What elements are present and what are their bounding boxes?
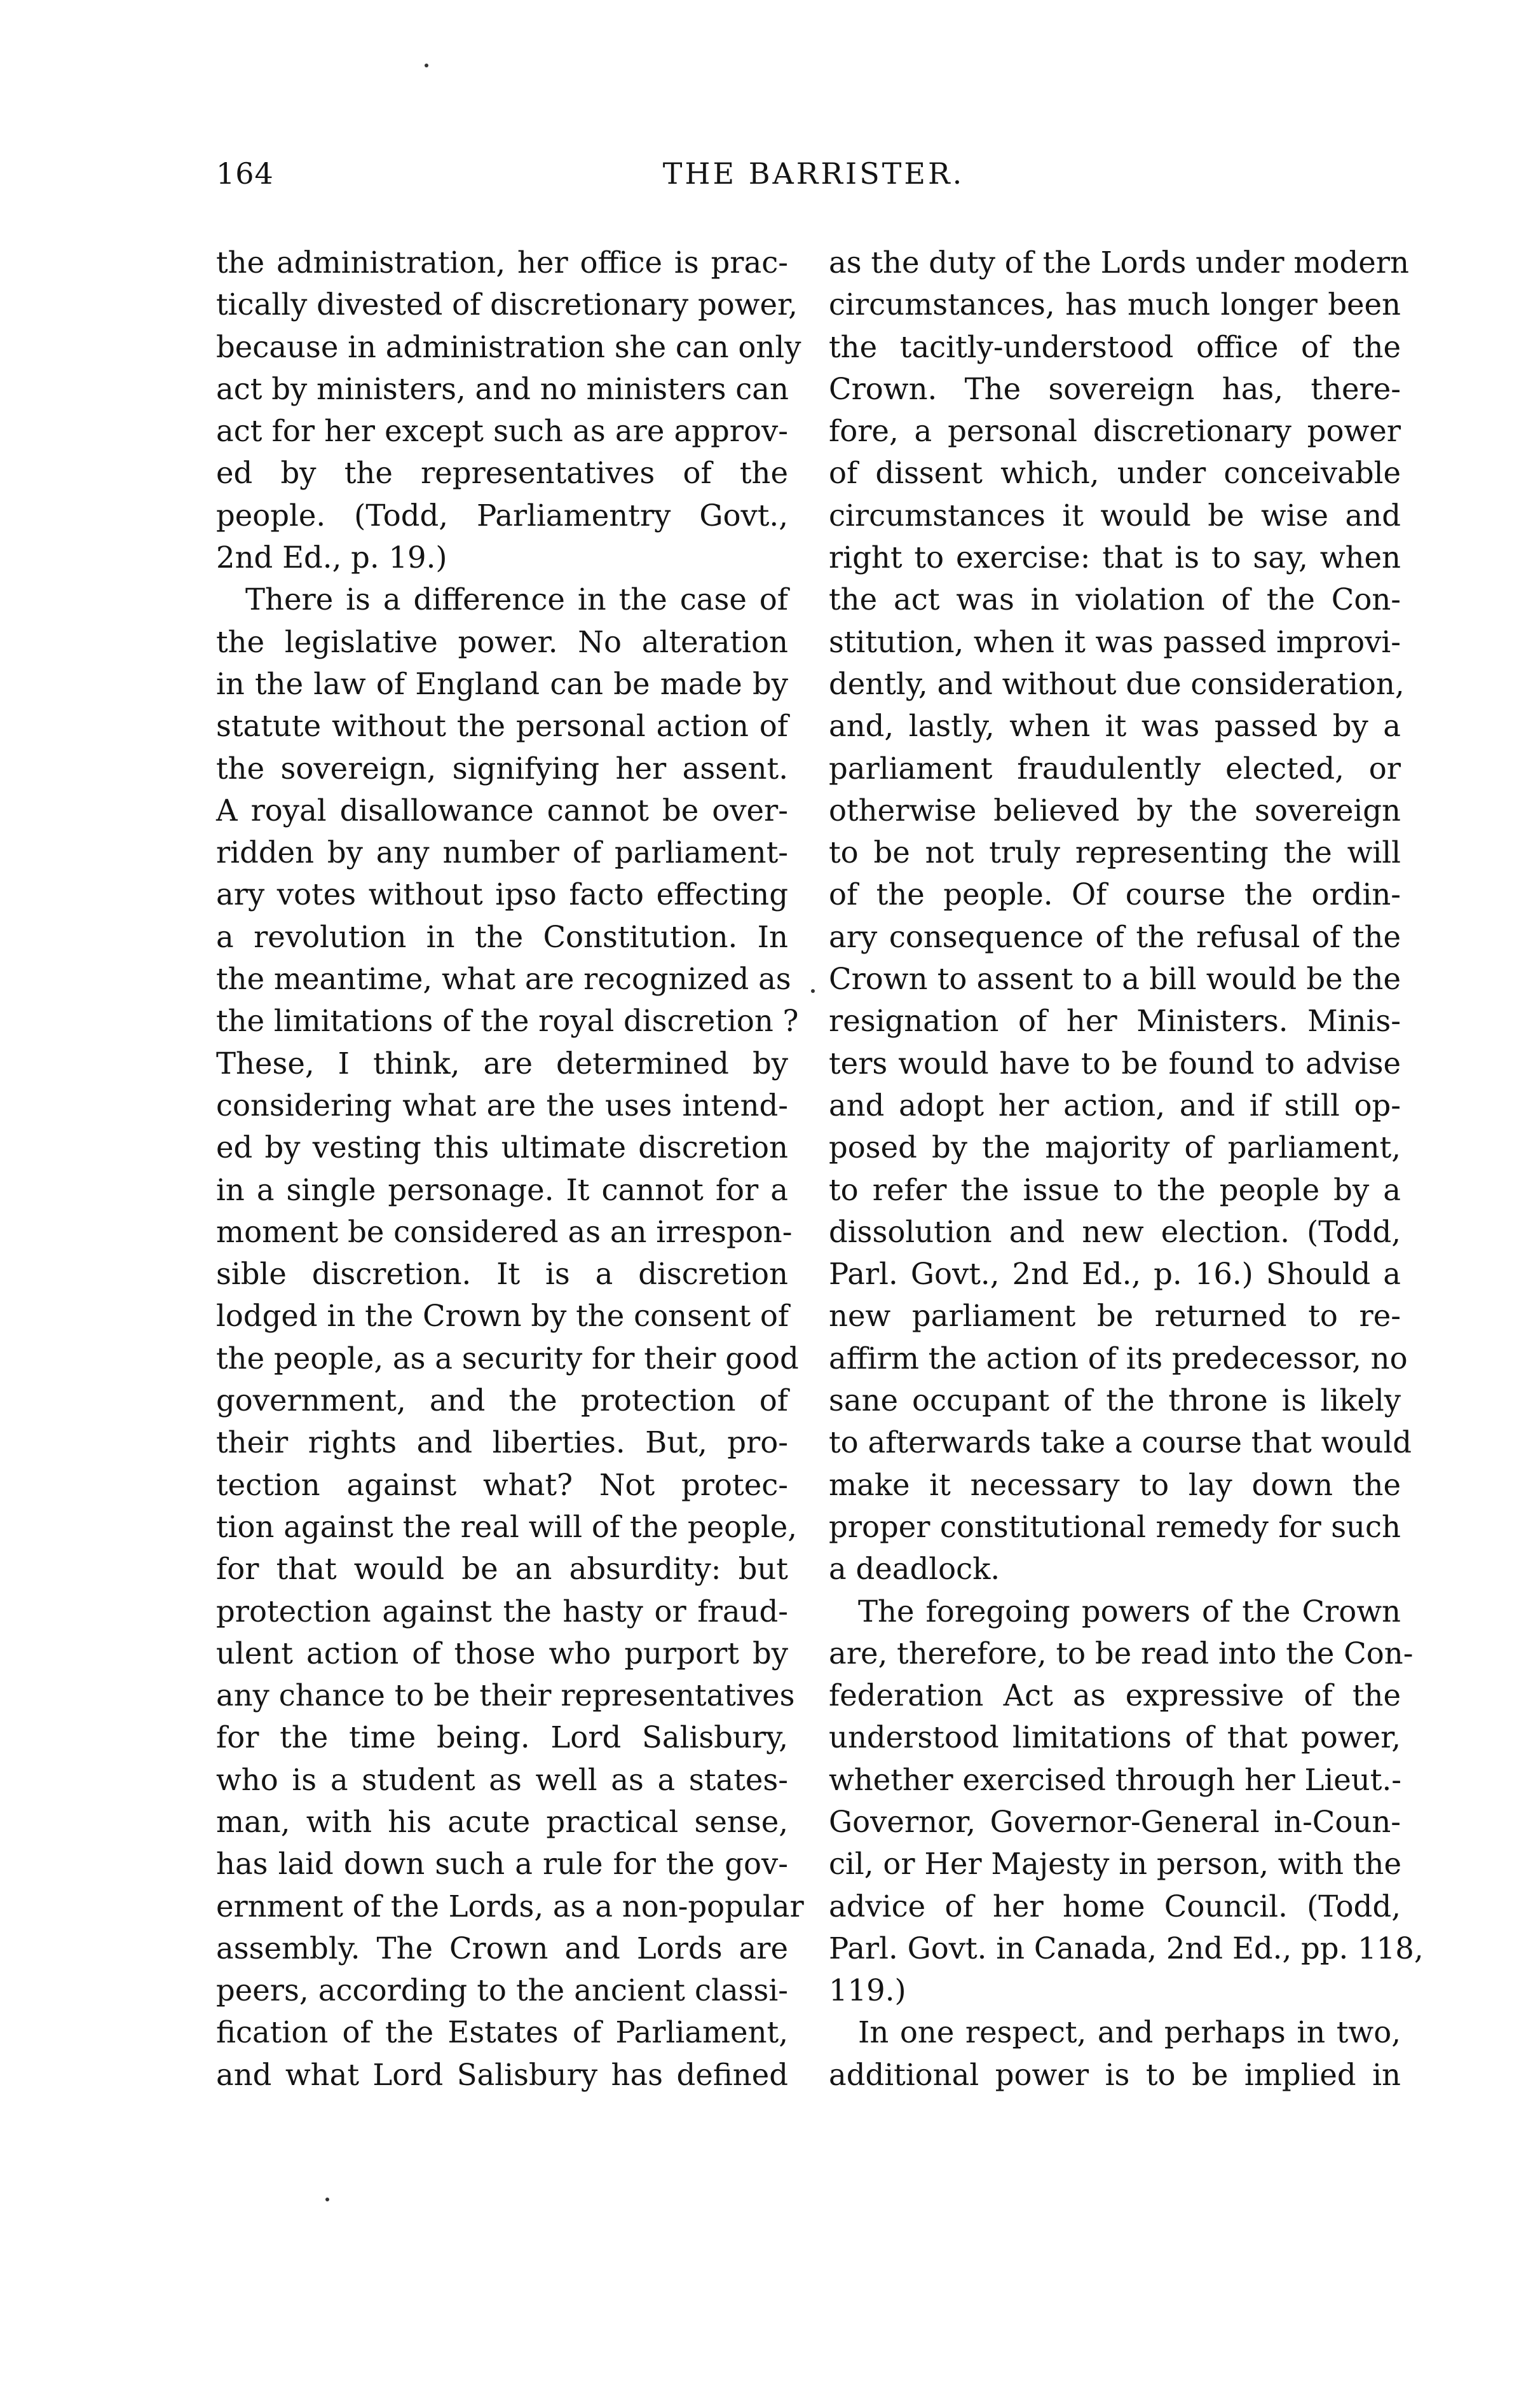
text-line: fication of the Estates of Parliament, bbox=[216, 2015, 788, 2050]
text-line: as the duty of the Lords under modern bbox=[829, 245, 1409, 280]
text-line: new parliament be returned to re- bbox=[829, 1299, 1401, 1334]
text-line: the tacitly-understood office of the bbox=[829, 329, 1401, 364]
text-line: ary votes without ipso facto effecting bbox=[216, 877, 788, 912]
text-line: 2nd Ed., p. 19.) bbox=[216, 540, 447, 575]
text-line: for the time being. Lord Salisbury, bbox=[216, 1720, 788, 1755]
text-line: and adopt her action, and if still op- bbox=[829, 1088, 1401, 1123]
text-line: a revolution in the Constitution. In bbox=[216, 919, 788, 954]
text-line: There is a difference in the case of bbox=[245, 582, 788, 617]
text-line: to afterwards take a course that would bbox=[829, 1425, 1412, 1460]
text-line: for that would be an absurdity: but bbox=[216, 1552, 788, 1587]
left-column bbox=[216, 242, 804, 2096]
text-line: the sovereign, signifying her assent. bbox=[216, 751, 788, 786]
text-line: man, with his acute practical sense, bbox=[216, 1804, 788, 1839]
text-line: dently, and without due consideration, bbox=[829, 666, 1405, 701]
text-line: are, therefore, to be read into the Con- bbox=[829, 1636, 1414, 1671]
text-line: whether exercised through her Lieut.- bbox=[829, 1762, 1401, 1797]
page-header bbox=[216, 156, 1411, 207]
text-line: assembly. The Crown and Lords are bbox=[216, 1931, 788, 1966]
text-line: because in administration she can only bbox=[216, 329, 801, 364]
text-line: federation Act as expressive of the bbox=[829, 1678, 1401, 1713]
ink-speck bbox=[425, 64, 428, 67]
text-line: understood limitations of that power, bbox=[829, 1720, 1401, 1755]
text-line: circumstances it would be wise and bbox=[829, 498, 1401, 533]
text-line: of dissent which, under conceivable bbox=[829, 456, 1401, 491]
text-line: The foregoing powers of the Crown bbox=[858, 1594, 1401, 1629]
text-line: act by ministers, and no ministers can bbox=[216, 371, 789, 406]
text-line: ridden by any number of parliament- bbox=[216, 835, 788, 870]
ink-speck bbox=[811, 989, 815, 993]
text-line: sane occupant of the throne is likely bbox=[829, 1383, 1401, 1418]
text-line: dissolution and new election. (Todd, bbox=[829, 1214, 1401, 1249]
text-line: has laid down such a rule for the gov- bbox=[216, 1847, 788, 1882]
running-head: THE BARRISTER. bbox=[662, 156, 965, 191]
text-line: tion against the real will of the people, bbox=[216, 1509, 798, 1544]
text-line: of the people. Of course the ordin- bbox=[829, 877, 1401, 912]
text-line: and what Lord Salisbury has defined bbox=[216, 2057, 788, 2092]
page-number: 164 bbox=[216, 156, 274, 191]
text-line: any chance to be their representatives bbox=[216, 1678, 795, 1713]
text-line: tection against what? Not protec- bbox=[216, 1467, 788, 1502]
text-line: right to exercise: that is to say, when bbox=[829, 540, 1401, 575]
text-line: who is a student as well as a states- bbox=[216, 1762, 788, 1797]
text-line: in a single personage. It cannot for a bbox=[216, 1172, 788, 1207]
text-line: the meantime, what are recognized as bbox=[216, 962, 791, 997]
text-line: and, lastly, when it was passed by a bbox=[829, 709, 1401, 744]
text-line: the limitations of the royal discretion ? bbox=[216, 1004, 799, 1039]
text-line: fore, a personal discretionary power bbox=[829, 414, 1401, 449]
text-line: cil, or Her Majesty in person, with the bbox=[829, 1847, 1402, 1882]
text-line: in the law of England can be made by bbox=[216, 666, 788, 701]
right-column bbox=[829, 242, 1424, 2096]
text-line: Governor, Governor-General in-Coun- bbox=[829, 1804, 1401, 1839]
text-line: protection against the hasty or fraud- bbox=[216, 1594, 788, 1629]
text-line: affirm the action of its predecessor, no bbox=[829, 1341, 1408, 1376]
text-line: ulent action of those who purport by bbox=[216, 1636, 788, 1671]
text-line: ters would have to be found to advise bbox=[829, 1046, 1401, 1081]
text-line: Parl. Govt., 2nd Ed., p. 16.) Should a bbox=[829, 1257, 1401, 1292]
text-line: ary consequence of the refusal of the bbox=[829, 919, 1401, 954]
text-line: lodged in the Crown by the consent of bbox=[216, 1299, 789, 1334]
text-line: posed by the majority of parliament, bbox=[829, 1130, 1401, 1165]
text-line: advice of her home Council. (Todd, bbox=[829, 1889, 1401, 1924]
text-line: ed by the representatives of the bbox=[216, 456, 788, 491]
text-line: parliament fraudulently elected, or bbox=[829, 751, 1401, 786]
text-line: ed by vesting this ultimate discretion bbox=[216, 1130, 788, 1165]
text-line: make it necessary to lay down the bbox=[829, 1467, 1401, 1502]
text-line: ernment of the Lords, as a non-popular bbox=[216, 1889, 804, 1924]
text-line: proper constitutional remedy for such bbox=[829, 1509, 1401, 1544]
text-line: considering what are the uses intend- bbox=[216, 1088, 788, 1123]
text-line: In one respect, and perhaps in two, bbox=[858, 2015, 1401, 2050]
text-line: the act was in violation of the Con- bbox=[829, 582, 1401, 617]
text-line: moment be considered as an irrespon- bbox=[216, 1214, 793, 1249]
text-line: Parl. Govt. in Canada, 2nd Ed., pp. 118, bbox=[829, 1931, 1424, 1966]
text-line: A royal disallowance cannot be over- bbox=[216, 793, 788, 828]
ink-speck bbox=[325, 2198, 329, 2201]
text-line: resignation of her Ministers. Minis- bbox=[829, 1004, 1401, 1039]
text-line: to be not truly representing the will bbox=[829, 835, 1401, 870]
text-line: These, I think, are determined by bbox=[216, 1046, 788, 1081]
text-line: the people, as a security for their good bbox=[216, 1341, 799, 1376]
text-line: a deadlock. bbox=[829, 1552, 1000, 1587]
text-line: stitution, when it was passed improvi- bbox=[829, 624, 1401, 659]
text-line: peers, according to the ancient classi- bbox=[216, 1973, 788, 2008]
text-line: additional power is to be implied in bbox=[829, 2057, 1401, 2092]
text-line: people. (Todd, Parliamentry Govt., bbox=[216, 498, 788, 533]
text-line: their rights and liberties. But, pro- bbox=[216, 1425, 788, 1460]
text-line: to refer the issue to the people by a bbox=[829, 1172, 1401, 1207]
text-line: act for her except such as are approv- bbox=[216, 414, 788, 449]
text-line: circumstances, has much longer been bbox=[829, 287, 1401, 322]
text-line: the legislative power. No alteration bbox=[216, 624, 788, 659]
text-line: government, and the protection of bbox=[216, 1383, 788, 1418]
text-line: the administration, her office is prac- bbox=[216, 245, 788, 280]
text-line: Crown to assent to a bill would be the bbox=[829, 962, 1401, 997]
text-line: sible discretion. It is a discretion bbox=[216, 1257, 788, 1292]
text-line: 119.) bbox=[829, 1973, 906, 2008]
text-line: otherwise believed by the sovereign bbox=[829, 793, 1401, 828]
text-line: statute without the personal action of bbox=[216, 709, 788, 744]
text-line: Crown. The sovereign has, there- bbox=[829, 371, 1401, 406]
text-line: tically divested of discretionary power, bbox=[216, 287, 798, 322]
